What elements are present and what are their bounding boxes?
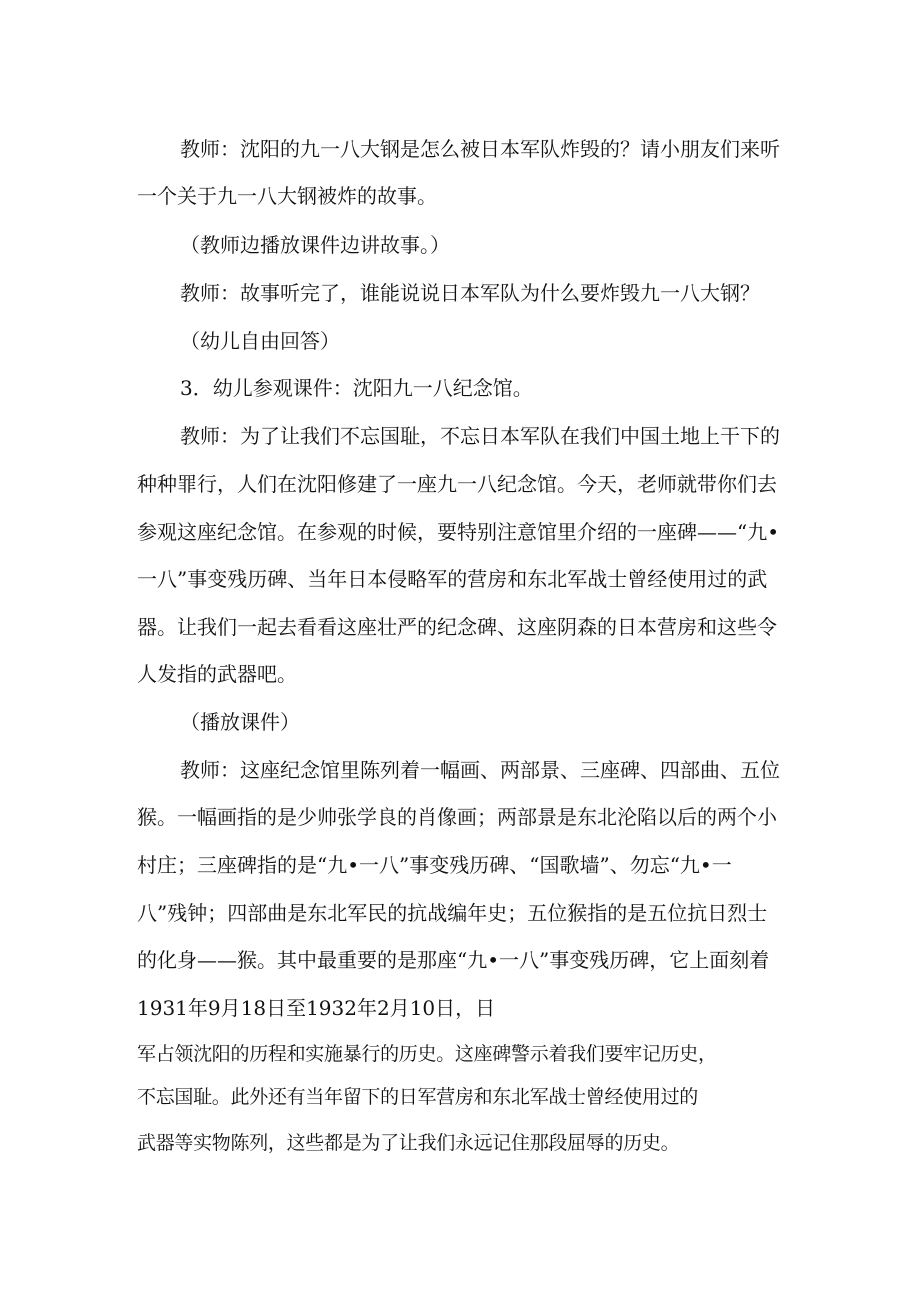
text-line: （播放课件） <box>180 710 300 734</box>
text-line: 八”残钟；四部曲是东北军民的抗战编年史；五位猴指的是五位抗日烈士 <box>137 901 768 925</box>
text-line: 人发指的武器吧。 <box>137 662 297 686</box>
text-line: 器。让我们一起去看看这座壮严的纪念碑、这座阴森的日本营房和这些令 <box>137 615 777 639</box>
text-line: 1931年9月18日至1932年2月10日，日 <box>137 996 496 1020</box>
text-line: 的化身——猴。其中最重要的是那座“九•一八”事变残历碑，它上面刻着 <box>137 948 770 972</box>
text-line: 军占领沈阳的历程和实施暴行的历史。这座碑警示着我们要牢记历史， <box>137 1043 717 1065</box>
text-line: 教师：这座纪念馆里陈列着一幅画、两部景、三座碑、四部曲、五位 <box>180 758 780 782</box>
text-line: 一八”事变残历碑、当年日本侵略军的营房和东北军战士曾经使用过的武 <box>137 567 768 591</box>
text-line: 3．幼儿参观课件：沈阳九一八纪念馆。 <box>180 376 533 400</box>
text-line: （幼儿自由回答） <box>180 329 340 353</box>
text-line: 村庄；三座碑指的是“九•一八”事变残历碑、“国歌墙”、勿忘“九•一 <box>137 853 732 877</box>
text-line: 教师：沈阳的九一八大钢是怎么被日本军队炸毁的？请小朋友们来听 <box>180 137 780 161</box>
text-line: （教师边播放课件边讲故事。） <box>180 233 450 257</box>
text-line: 种种罪行，人们在沈阳修建了一座九一八纪念馆。今天，老师就带你们去 <box>137 472 777 496</box>
text-line: 一个关于九一八大钢被炸的故事。 <box>137 184 437 208</box>
text-line: 参观这座纪念馆。在参观的时候，要特别注意馆里介绍的一座碑——“九• <box>137 520 780 544</box>
text-line: 教师：故事听完了，谁能说说日本军队为什么要炸毁九一八大钢？ <box>180 281 760 305</box>
text-line: 不忘国耻。此外还有当年留下的日军营房和东北军战士曾经使用过的 <box>137 1086 699 1108</box>
text-line: 教师：为了让我们不忘国耻，不忘日本军队在我们中国土地上干下的 <box>180 424 780 448</box>
text-line: 猴。一幅画指的是少帅张学良的肖像画；两部景是东北沦陷以后的两个小 <box>137 805 777 829</box>
text-line: 武器等实物陈列，这些都是为了让我们永远记住那段屈辱的历史。 <box>137 1132 680 1154</box>
